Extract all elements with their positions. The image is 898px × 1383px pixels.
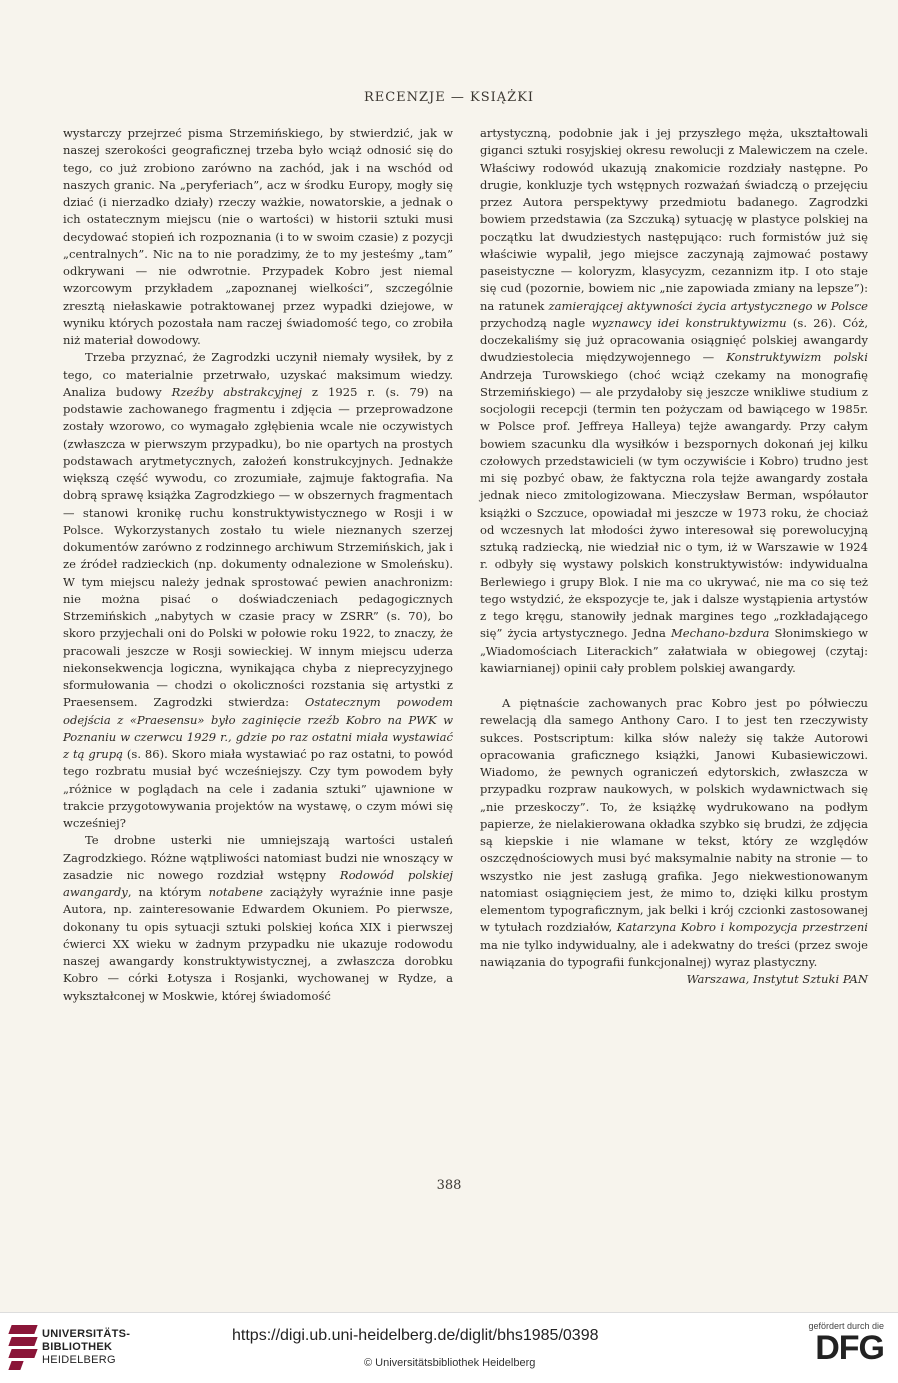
article-title: Mechano-bzdura [670,626,770,641]
book-title: Katarzyna Kobro i kompozycja przestrzeni [616,920,869,935]
paragraph: A piętnaście zachowanych prac Kobro jest po półwieczu rewelacją dla samego Anthony Caro. I to jest ten rzeczywisty sukces. Postscriptum: kilka słów należy się także Autorowi opracowania graficznego książki, Janowi Kubasiewiczowi. Wiadomo, że pewnych ograniczeń edytorskich, zwłaszcza w przypadku rozpraw naukowych, w polskich wydawnictwach się „nie przeskoczy”. To, że książkę wydrukowano na podłym papierze, że nielakierowana okładka szybko się brudzi, że zdjęcia są kiepskie i nie wlamane w tekst, który ze względów oszczędnościowych musi być maksymalnie nabity na stronie — to wszystko nie jest zasługą grafika. Jego niekwestionowanym natomiast osiągnięciem jest, że mimo to, dzięki kilku prostym elementom typograficznym, jak belki i krój czcionki zastosowanej w tytułach rozdziałów, Katarzyna Kobro i kompozycja przestrzeni ma nie tylko indywidualny, ale i adekwatny do treści (przez swoje nawiązania do typografii funkcjonalnej) wyraz plastyczny. [480,696,869,969]
quotation: wyznawcy idei konstruktywizmu [591,315,787,330]
quotation: zamierającej aktywności życia artystycznego w Polsce [548,298,868,313]
signature: Warszawa, Instytut Sztuki PAN [686,972,868,986]
paragraph: Te drobne usterki nie umniejszają wartości ustaleń Zagrodzkiego. Różne wątpliwości natomiast budzi nie wnoszący w zasadzie nic nowego rozdział wstępny Rodowód polskiej awangardy, na którym notabene zaciążyły wyraźnie inne pasje Autora, np. zainteresowanie Edwardem Okuniem. Po pierwsze, dokonany tu opis sytuacji sztuki polskiej końca XIX i pierwszej ćwierci XX wieku w żadnym przypadku nie ukazuje rodowodu naszej awangardy konstruktywistycznej, a zwłaszcza dorobku Kobro — córki Łotysza i Rosjanki, wychowanej w Rydze, a wykształconej w Moskwie, której świadomość [63,833,454,1003]
library-logo-icon [10,1325,36,1369]
dfg-funding[interactable] [808,1321,884,1365]
paragraph: Trzeba przyznać, że Zagrodzki uczynił niemały wysiłek, by z tego, co materialnie przetrwało, uzyskać maksimum wiedzy. Analiza budowy Rzeźby abstrakcyjnej z 1925 r. (s. 79) na podstawie zachowanego fragmentu i zdjęcia — przeprowadzone zostały wzorowo, co wymagało zgłębienia wcale nie oczywistych (zwłaszcza w pierwszym przypadku), bo nie opartych na prostych podstawach arytmetycznych, założeń konstrukcyjnych. Jednakże większą część wywodu, co zrozumiałe, zajmuje faktografia. Na dobrą sprawę książka Zagrodzkiego — w obszernych fragmentach — stanowi kronikę ruchu konstruktywistycznego w Rosji i w Polsce. Wykorzystanych zostało tu wiele nieznanych szerzej dokumentów zarówno z rodzinnego archiwum Strzemińskich, jak i ze źródeł radzieckich (np. dokumenty odnalezione w Smoleńsku). W tym miejscu należy jednak sprostować pewien anachronizm: nie można pisać o doświadczeniach pedagogicznych Strzemińskich „nabytych w czasie pracy w ZSRR” (s. 70), bo skoro przyjechali oni do Polski w połowie roku 1922, to znaczy, że pracowali jeszcze w Rosji sowieckiej. W innym miejscu uderza niekonsekwencja logiczna, wynikająca chyba z nieprecyzyjnego sformułowania — chodzi o okoliczności rozstania się artystki z Praesensem. Zagrodzki stwierdza: Ostatecznym powodem odejścia z «Praesensu» było zaginięcie rzeźb Kobro na PWK w Poznaniu w czerwcu 1929 r., gdzie po raz ostatni miała wystawiać z tą grupą (s. 86). Skoro miała wystawiać po raz ostatni, to powód tego rozbratu musiał być wcześniejszy. Czy tym powodem były „różnice w poglądach na cele i zadania sztuki” ujawnione w trakcie przygotowywania projektów na wystawę, o czym mówi się wcześniej? [63,350,453,830]
quotation: Ostatecznym powodem odejścia z «Praesensu» było zaginięcie rzeźb Kobro na PWK w Poznaniu w czerwcu 1929 r., gdzie po raz ostatni miała wystawiać z tą grupą [63,695,453,761]
running-header: RECENZJE — KSIĄŻKI [363,90,535,105]
right-column [480,125,868,988]
dfg-logo: DFG [815,1329,884,1367]
permalink-url[interactable]: https://digi.ub.uni-heidelberg.de/diglit/bhs1985/0398 [232,1327,599,1344]
library-name: UNIVERSITÄTS- BIBLIOTHEK HEIDELBERG [42,1327,131,1366]
paragraph: artystyczną, podobnie jak i jej przyszłego męża, ukształtowali giganci sztuki rosyjskiej okresu rewolucji z Malewiczem na czele. Właściwy rodowód ukazują znakomicie rozdziały następne. Po drugie, konkluzje tych wstępnych rozważań świadczą o przejęciu przez Autora perspektywy przedmiotu badanego. Zagrodzki bowiem przedstawia (za Szczuką) sytuację w plastyce polskiej na początku lat dwudziestych następująco: ruch formistów już się właściwie wypalił, jego miejsce zaczynają zajmować postawy paseistyczne — koloryzm, klasycyzm, cezannizm itp. I oto staje się cud (pozornie, bowiem nic „nie zapowiada zmiany na lepsze”): na ratunek zamierającej aktywności życia artystycznego w Polsce przychodzą nagle wyznawcy idei konstruktywizmu (s. 26). Cóż, doczekaliśmy się już opracowania osiągnięć polskiej awangardy dwudziestolecia międzywojennego — Konstruktywizm polski Andrzeja Turowskiego (choć wciąż czekamy na monografię Strzemińskiego) — ale przydałoby się jeszcze wnikliwe studium z socjologii recepcji (termin ten pożyczam od bawiącego w 1985r. w Polsce prof. Jeffreya Halleya) tejże awangardy. Przy całym bowiem szacunku dla wysiłków i bezspornych dokonań jej kilku czołowych przedstawicieli (w tym oczywiście i Kobro) trudno jest mi się pozbyć obaw, że faktyczna rola tejże awangardy została jednak nieco zmitologizowana. Mieczysław Berman, współautor książki o Szczuce, opowiadał mi jeszcze w 1973 roku, że chociaż od wczesnych lat młodości żywo interesował się porewolucyjną sztuką radziecką, nie wiedział nic o tym, iż w Warszawie w 1924 r. odbyły się wystawy polskich konstruktywistów: indywidualna Berlewiego i grupy Blok. I nie ma co ukrywać, nie ma co się też tego wstydzić, że ekspozycje te, jak i dalsze wystąpienia artystów z tego kręgu, stanowiły jednak margines tego „rozkładającego się” życia artystycznego. Jedna Mechano-bzdura Słonimskiego w „Wiadomościach Literackich” załatwiała w obiegowej (czytaj: kawiarnianej) opinii cały problem polskiej awangardy. [480,126,869,675]
left-column [63,125,453,1005]
university-library-logo[interactable] [10,1325,130,1369]
latin-term: notabene [208,885,263,899]
copyright-notice: © Universitätsbibliothek Heidelberg [364,1357,536,1369]
paragraph: wystarczy przejrzeć pisma Strzemińskiego, by stwierdzić, jak w naszej szerokości geograficznej trzeba było wciąż odnosić się do tego, co już zrobiono zarówno na zachód, jak i na wschód od naszych granic. Na „peryferiach”, acz w środku Europy, mogły się dziać (i nierzadko działy) rzeczy ważkie, nowatorskie, a jednak o ich ostatecznym miejscu (nie o wartości) w historii sztuki musi decydować stopień ich rozpoznania (i to w swoim czasie) z pozycji „centralnych”. Nic na to nie poradzimy, że to my jesteśmy „tam” odkrywani — nie odwrotnie. Przypadek Kobro jest niemal wzorcowym przykładem „zapoznanej wielkości”, szczególnie zresztą niełaskawie potraktowanej przez wypadki dziejowe, w wyniku których pozostała nam raczej świadomość tego, co zrobiła niż materiał dowodowy. [63,126,453,347]
book-title: Konstruktywizm polski [726,350,868,365]
page-number: 388 [436,1178,462,1193]
funder-label: gefördert durch die [808,1321,884,1331]
viewer-footer [0,1312,898,1383]
book-title: Rzeźby abstrakcyjnej [171,384,302,399]
chapter-title: Rodowód polskiej awangardy [63,867,454,899]
